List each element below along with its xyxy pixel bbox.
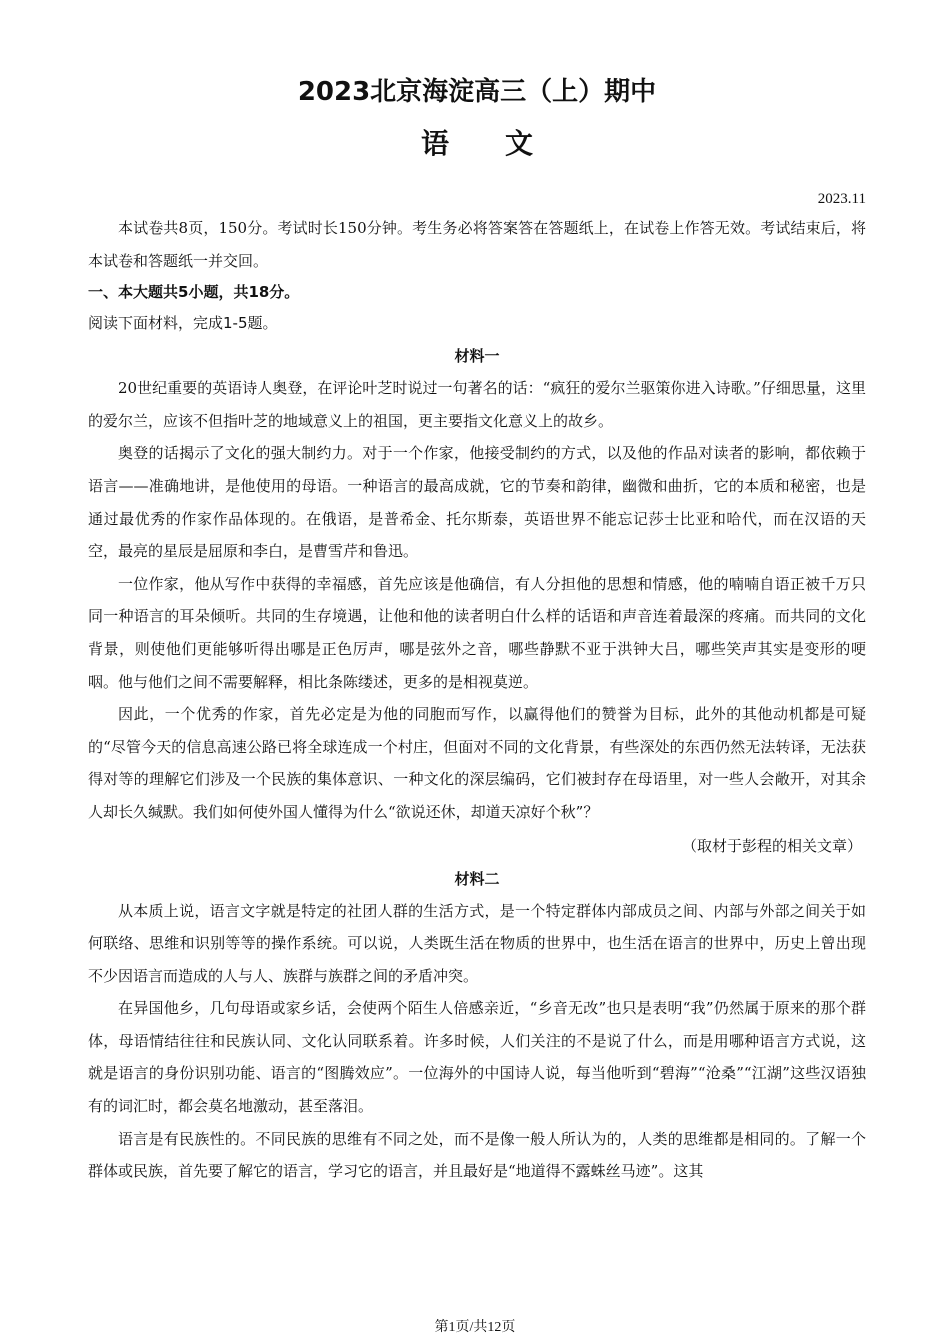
material-1-paragraph: 一位作家，他从写作中获得的幸福感，首先应该是他确信，有人分担他的思想和情感，他的喃喃自语正被千万只同一种语言的耳朵倾听。共同的生存境遇，让他和他的读者明白什么样的话语和声音连着最深的疼痛。而共同的文化背景，则使他们更能够听得出哪是正色厉声，哪是弦外之音，哪些静默不亚于洪钟大吕，哪些笑声其实是变形的哽咽。他与他们之间不需要解释，相比条陈缕述，更多的是相视莫逆。: [88, 574, 866, 691]
material-2-paragraph: 语言是有民族性的。不同民族的思维有不同之处，而不是像一般人所认为的，人类的思维都是相同的。了解一个群体或民族，首先要了解它的语言，学习它的语言，并且最好是“地道得不露蛛丝马迹”。这其: [88, 1129, 866, 1181]
material-1-source: （取材于彭程的相关文章）: [681, 836, 862, 855]
reading-instruction: 阅读下面材料，完成1-5题。: [88, 314, 278, 333]
exam-instructions: 本试卷共8页，150分。考试时长150分钟。考生务必将答案答在答题纸上，在试卷上作答无效。考试结束后，将本试卷和答题纸一并交回。: [88, 219, 866, 270]
subject-title: 语文: [420, 127, 589, 160]
material-2-paragraph: 从本质上说，语言文字就是特定的社团人群的生活方式，是一个特定群体内部成员之间、内部与外部之间关于如何联络、思维和识别等等的操作系统。可以说，人类既生活在物质的世界中，也生活在语言的世界中，历史上曾出现不少因语言而造成的人与人、族群与族群之间的矛盾冲突。: [88, 901, 866, 985]
material-1-paragraph: 因此，一个优秀的作家，首先必定是为他的同胞而写作，以赢得他们的赞誉为目标，此外的其他动机都是可疑的“尽管今天的信息高速公路已将全球连成一个村庄，但面对不同的文化背景，有些深处的东西仍然无法转译，无法获得对等的理解它们涉及一个民族的集体意识、一种文化的深层编码，它们被封存在母语里，对一些人会敞开，对其余人却长久缄默。我们如何使外国人懂得为什么“欲说还休，却道天凉好个秋”？: [88, 705, 866, 821]
exam-title: 2023北京海淀高三（上）期中: [297, 77, 657, 107]
material-1-heading: 材料一: [454, 347, 500, 366]
material-1-paragraph: 奥登的话揭示了文化的强大制约力。对于一个作家，他接受制约的方式，以及他的作品对读者的影响，都依赖于语言——准确地讲，是他使用的母语。一种语言的最高成就，它的节奏和韵律，幽微和曲折，它的本质和秘密，也是通过最优秀的作家作品体现的。在俄语，是普希金、托尔斯泰，英语世界不能忘记莎士比亚和哈代，而在汉语的天空，最亮的星辰是屈原和李白，是曹雪芹和鲁迅。: [88, 444, 866, 561]
material-2-heading: 材料二: [454, 869, 500, 888]
page-number: 第1页/共12页: [434, 1320, 516, 1335]
section-heading: 一、本大题共5小题，共18分。: [88, 283, 300, 302]
material-1-paragraph: 20世纪重要的英语诗人奥登，在评论叶芝时说过一句著名的话：“疯狂的爱尔兰驱策你进入诗歌。”仔细思量，这里的爱尔兰，应该不但指叶芝的地域意义上的祖国，更主要指文化意义上的故乡。: [88, 379, 866, 430]
exam-date: 2023.11: [817, 191, 866, 207]
material-2-paragraph: 在异国他乡，几句母语或家乡话，会使两个陌生人倍感亲近，“乡音无改”也只是表明“我”仍然属于原来的那个群体，母语情结往往和民族认同、文化认同联系着。许多时候，人们关注的不是说了什么，而是用哪种语言方式说，这就是语言的身份识别功能、语言的“图腾效应”。一位海外的中国诗人说，每当他听到“碧海”“沧桑”“江湖”这些汉语独有的词汇时，都会莫名地激动，甚至落泪。: [88, 999, 866, 1116]
